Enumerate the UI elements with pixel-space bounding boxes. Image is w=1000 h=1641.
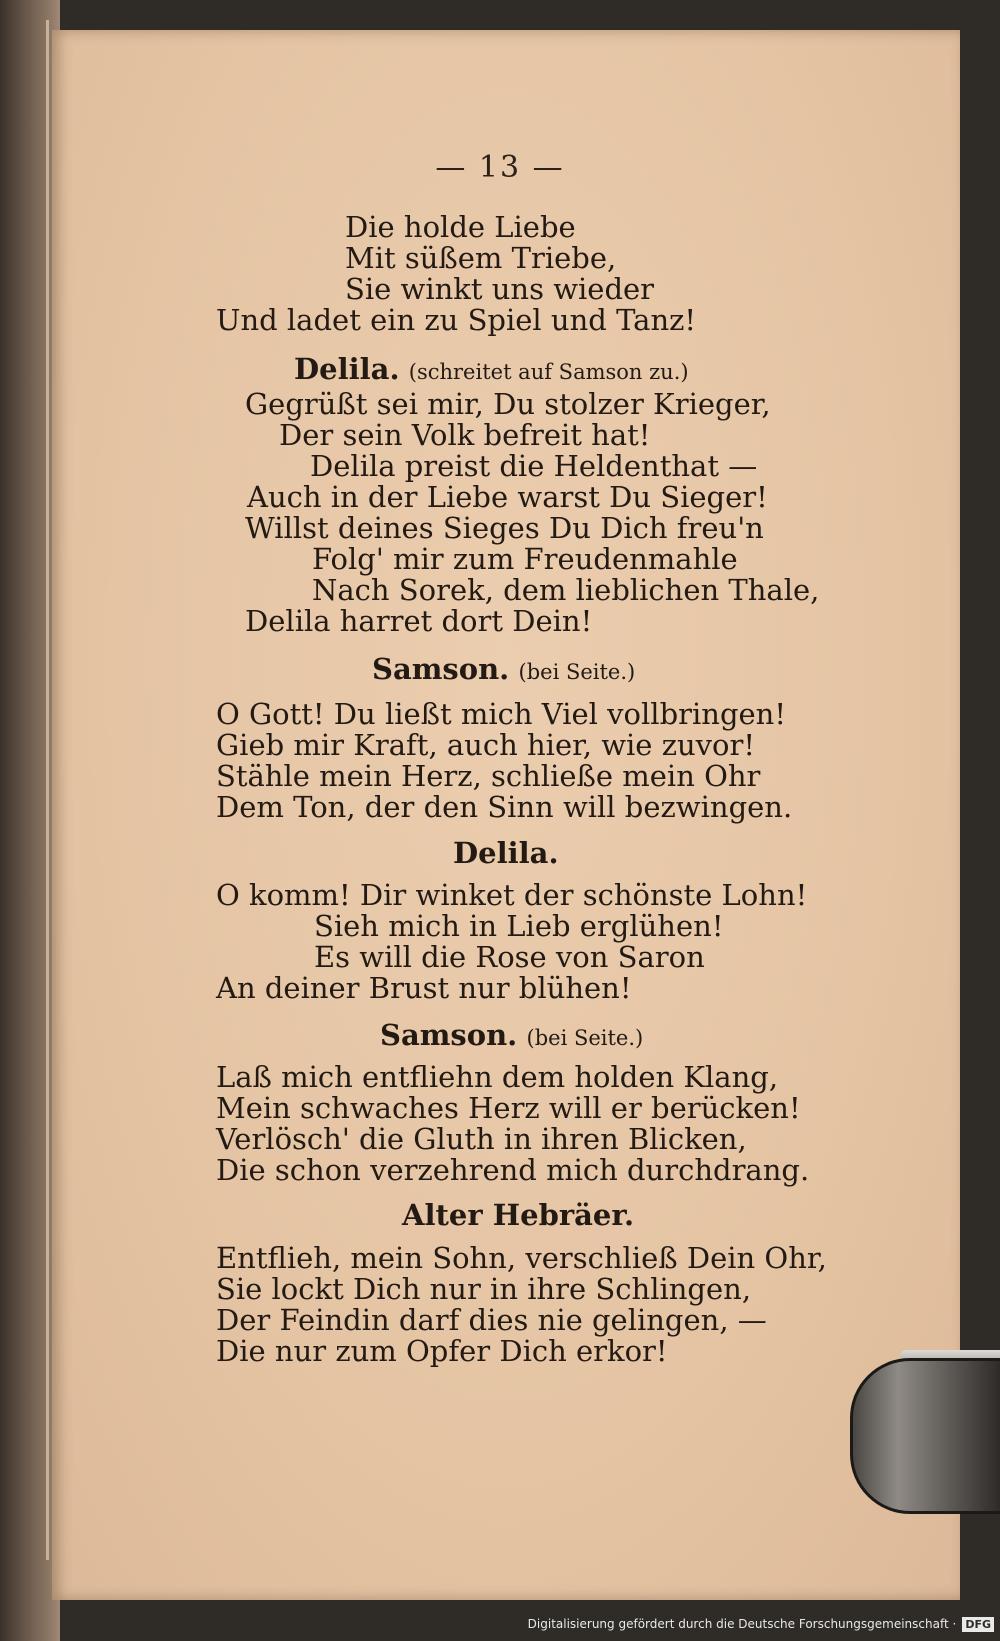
verse-line: Es will die Rose von Saron xyxy=(314,940,705,974)
verse-line: Mein schwaches Herz will er berücken! xyxy=(216,1091,801,1125)
verse-line: O Gott! Du ließt mich Viel vollbringen! xyxy=(216,697,787,731)
verse-line: Stähle mein Herz, schließe mein Ohr xyxy=(216,759,761,793)
verse-line: Die holde Liebe xyxy=(345,210,576,244)
stage-direction: (bei Seite.) xyxy=(526,1026,644,1050)
verse-line: Der sein Volk befreit hat! xyxy=(279,418,651,452)
binding-stripe xyxy=(6,20,49,1560)
stage-direction: (schreitet auf Samson zu.) xyxy=(408,360,689,384)
verse-line: Gieb mir Kraft, auch hier, wie zuvor! xyxy=(216,728,756,762)
page-number: — 13 — xyxy=(435,150,565,185)
verse-line: Entflieh, mein Sohn, verschließ Dein Ohr, xyxy=(216,1241,827,1275)
verse-line: Gegrüßt sei mir, Du stolzer Krieger, xyxy=(245,387,771,421)
paper-clip xyxy=(850,1358,1000,1514)
speaker-heading xyxy=(294,354,689,388)
speaker-name: Delila. xyxy=(453,836,559,870)
verse-line: Die nur zum Opfer Dich erkor! xyxy=(216,1334,668,1368)
verse-line: An deiner Brust nur blühen! xyxy=(216,971,632,1005)
footer-text: Digitalisierung gefördert durch die Deutsche Forschungsgemeinschaft · xyxy=(527,1617,957,1631)
verse-line: Delila harret dort Dein! xyxy=(245,604,593,638)
digitization-footer xyxy=(528,1611,994,1637)
speaker-name: Samson. xyxy=(380,1018,518,1052)
speaker-name: Delila. xyxy=(294,352,400,386)
dfg-logo: DFG xyxy=(962,1617,994,1632)
verse-line: Folg' mir zum Freudenmahle xyxy=(312,542,738,576)
verse-line: O komm! Dir winket der schönste Lohn! xyxy=(216,878,808,912)
verse-line: Und ladet ein zu Spiel und Tanz! xyxy=(216,303,697,337)
verse-line: Auch in der Liebe warst Du Sieger! xyxy=(247,480,768,514)
verse-line: Die schon verzehrend mich durchdrang. xyxy=(216,1153,810,1187)
speaker-name: Alter Hebräer. xyxy=(402,1198,635,1232)
speaker-heading xyxy=(402,1200,634,1231)
speaker-heading xyxy=(453,838,559,869)
speaker-heading xyxy=(372,654,635,688)
verse-line: Mit süßem Triebe, xyxy=(345,241,617,275)
verse-line: Laß mich entfliehn dem holden Klang, xyxy=(216,1060,779,1094)
verse-line: Willst deines Sieges Du Dich freu'n xyxy=(245,511,764,545)
verse-line: Sie winkt uns wieder xyxy=(345,272,655,306)
verse-line: Dem Ton, der den Sinn will bezwingen. xyxy=(216,790,793,824)
speaker-name: Samson. xyxy=(372,652,510,686)
verse-line: Sie lockt Dich nur in ihre Schlingen, xyxy=(216,1272,752,1306)
book-binding-edge xyxy=(0,0,60,1641)
speaker-heading xyxy=(380,1020,643,1054)
verse-line: Verlösch' die Gluth in ihren Blicken, xyxy=(216,1122,747,1156)
verse-line: Nach Sorek, dem lieblichen Thale, xyxy=(312,573,820,607)
verse-line: Sieh mich in Lieb erglühen! xyxy=(314,909,724,943)
verse-line: Delila preist die Heldenthat — xyxy=(310,449,758,483)
verse-line: Der Feindin darf dies nie gelingen, — xyxy=(216,1303,767,1337)
stage-direction: (bei Seite.) xyxy=(518,660,636,684)
